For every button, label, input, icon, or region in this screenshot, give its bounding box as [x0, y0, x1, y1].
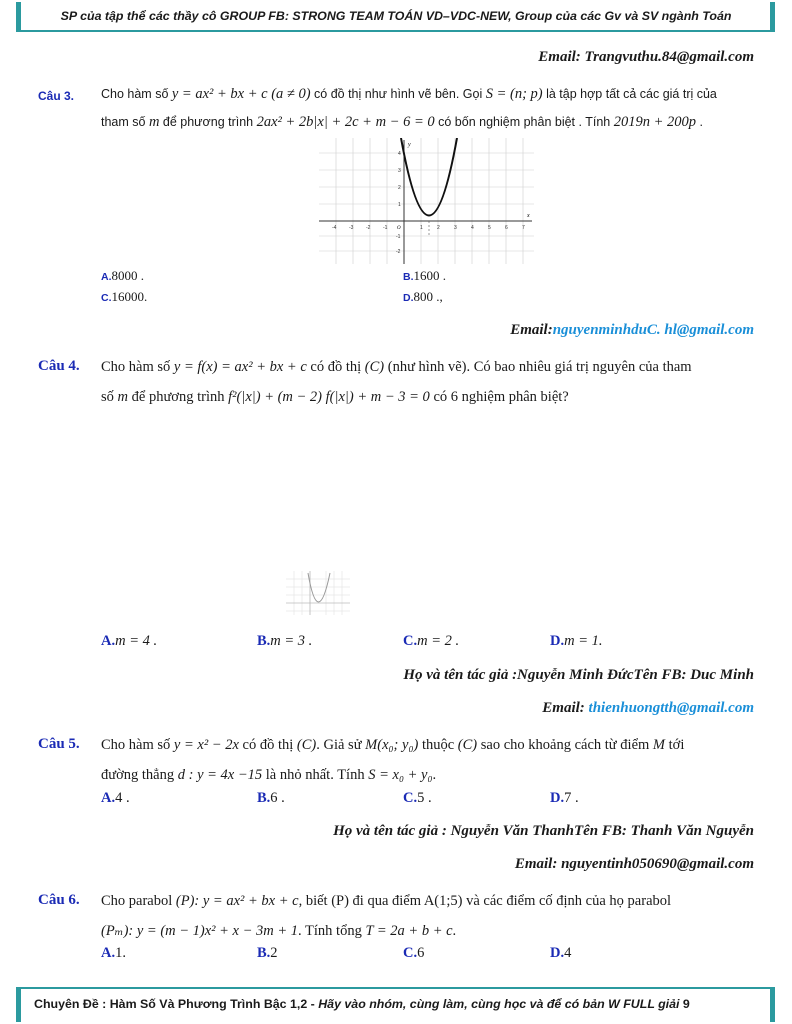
- q3-target: 2019n + 200p: [613, 114, 696, 130]
- q4-graph-grid: [286, 571, 350, 615]
- author-q5: Họ và tên tác giả : Nguyễn Văn ThanhTên FB: Thanh Văn Nguyễn: [333, 823, 754, 839]
- q6-option-d[interactable]: D.4: [550, 945, 572, 961]
- header-rule: [16, 30, 775, 32]
- header-left-bar: [16, 2, 21, 30]
- q4-option-c[interactable]: C.m = 2 .: [403, 633, 460, 649]
- svg-text:5: 5: [488, 225, 491, 231]
- footer-text: Chuyên Đề : Hàm Số Và Phương Trình Bậc 1,2 - Hãy vào nhóm, cùng làm, cùng học và để có bản W FULL giải 9: [34, 997, 690, 1011]
- q3-text: [101, 80, 755, 136]
- footer-right-bar: [770, 988, 775, 1022]
- email-q5: Email: nguyentinh050690@gmail.com: [514, 856, 754, 872]
- q3-y-ticks: [396, 151, 401, 255]
- q4-graph: [286, 571, 350, 615]
- svg-text:7: 7: [522, 225, 525, 231]
- q6-parabola-p: (P): y = ax² + bx + c: [175, 893, 299, 909]
- svg-text:-4: -4: [332, 225, 337, 231]
- q3-set-s: S = (n; p): [485, 86, 543, 102]
- svg-text:1: 1: [398, 202, 401, 208]
- q4-parabola: [308, 573, 330, 602]
- svg-text:3: 3: [454, 225, 457, 231]
- q6-option-c[interactable]: C.6: [403, 945, 425, 961]
- q6-text: [101, 886, 755, 946]
- q4-line1: Cho hàm số y = f(x) = ax² + bx + c có đồ thị (C) (như hình vẽ). Có bao nhiêu giá trị nguyên của tham: [101, 359, 692, 375]
- q3-line2: tham số m để phương trình 2ax² + 2b|x| + 2c + m − 6 = 0 có bốn nghiệm phân biệt . Tính 2019n + 200p .: [101, 114, 703, 130]
- q4-option-d[interactable]: D.m = 1.: [550, 633, 603, 649]
- q3-option-b[interactable]: B.1600 .: [403, 268, 446, 283]
- q3-option-a[interactable]: A.8000 .: [101, 268, 144, 283]
- svg-text:-2: -2: [366, 225, 371, 231]
- svg-text:-1: -1: [383, 225, 388, 231]
- q5-function: y = x² − 2x: [173, 737, 239, 753]
- q4-text: [101, 352, 755, 412]
- page-number: 9: [682, 997, 690, 1011]
- q5-text: [101, 730, 755, 790]
- svg-text:-2: -2: [396, 249, 401, 255]
- q3-x-label: x: [527, 213, 530, 219]
- q3-graph: [319, 138, 534, 264]
- q6-label: Câu 6.: [38, 892, 80, 908]
- q6-parabola-family: (Pₘ): y = (m − 1)x² + x − 3m + 1: [101, 923, 299, 939]
- svg-text:2: 2: [437, 225, 440, 231]
- svg-text:1: 1: [420, 225, 423, 231]
- q6-line2: (Pₘ): y = (m − 1)x² + x − 3m + 1. Tính tổng T = 2a + b + c.: [101, 923, 457, 939]
- q4-equation: f²(|x|) + (m − 2) f(|x|) + m − 3 = 0: [228, 389, 430, 405]
- q6-option-a[interactable]: A.1.: [101, 945, 126, 961]
- footer-rule: [16, 987, 775, 989]
- header-right-bar: [770, 2, 775, 30]
- q4-line2: số m để phương trình f²(|x|) + (m − 2) f(|x|) + m − 3 = 0 có 6 nghiệm phân biệt?: [101, 389, 569, 405]
- q5-option-a[interactable]: A.4 .: [101, 790, 130, 806]
- q3-x-ticks: [332, 225, 525, 231]
- q3-option-d[interactable]: D.800 .,: [403, 289, 443, 304]
- q5-point: M(x₀; y₀): [365, 737, 419, 753]
- q5-option-b[interactable]: B.6 .: [257, 790, 285, 806]
- q3-line1: Cho hàm số y = ax² + bx + c (a ≠ 0) có đồ thị như hình vẽ bên. Gọi S = (n; p) là tập hợp tất cả các giá trị của: [101, 86, 717, 102]
- q3-equation: 2ax² + 2b|x| + 2c + m − 6 = 0: [256, 114, 435, 130]
- q4-label: Câu 4.: [38, 358, 80, 374]
- q5-line1: Cho hàm số y = x² − 2x có đồ thị (C). Giả sử M(x₀; y₀) thuộc (C) sao cho khoảng cách từ điểm M tới: [101, 737, 685, 753]
- email-top: Email: Trangvuthu.84@gmail.com: [538, 49, 754, 65]
- svg-text:4: 4: [398, 151, 401, 157]
- q3-y-label: y: [408, 142, 411, 148]
- email-q4: Email: thienhuongtth@gmail.com: [542, 700, 754, 716]
- header-text: SP của tập thể các thầy cô GROUP FB: STRONG TEAM TOÁN VD–VDC-NEW, Group của các Gv và SV ngành Toán: [60, 9, 732, 23]
- q4-option-b[interactable]: B.m = 3 .: [257, 633, 313, 649]
- q5-line-d: d : y = 4x −15: [177, 767, 263, 783]
- svg-text:6: 6: [505, 225, 508, 231]
- q3-graph-grid: [319, 138, 534, 264]
- q4-function: y = f(x) = ax² + bx + c: [173, 359, 307, 375]
- email-q3: Email:nguyenminhduC. hl@gmail.com: [510, 322, 754, 338]
- svg-text:4: 4: [471, 225, 474, 231]
- q5-label: Câu 5.: [38, 736, 80, 752]
- svg-text:-1: -1: [396, 234, 401, 240]
- q5-line2: đường thẳng d : y = 4x −15 là nhỏ nhất. Tính S = x₀ + y₀.: [101, 767, 437, 783]
- svg-text:2: 2: [398, 185, 401, 191]
- q3-label: Câu 3.: [38, 89, 75, 103]
- q3-option-c[interactable]: C.16000.: [101, 289, 148, 304]
- svg-text:-3: -3: [349, 225, 354, 231]
- author-q4: Họ và tên tác giả :Nguyễn Minh ĐứcTên FB: Duc Minh: [403, 667, 754, 683]
- q4-option-a[interactable]: A.m = 4 .: [101, 633, 158, 649]
- svg-text:3: 3: [398, 168, 401, 174]
- q3-function: y = ax² + bx + c (a ≠ 0): [171, 86, 311, 102]
- q3-origin: O: [397, 226, 401, 231]
- q6-option-b[interactable]: B.2: [257, 945, 278, 961]
- footer-left-bar: [16, 988, 21, 1022]
- q5-option-d[interactable]: D.7 .: [550, 790, 579, 806]
- q6-line1: Cho parabol (P): y = ax² + bx + c, biết (P) đi qua điểm A(1;5) và các điểm cố định của họ parabol: [101, 893, 672, 909]
- q5-option-c[interactable]: C.5 .: [403, 790, 432, 806]
